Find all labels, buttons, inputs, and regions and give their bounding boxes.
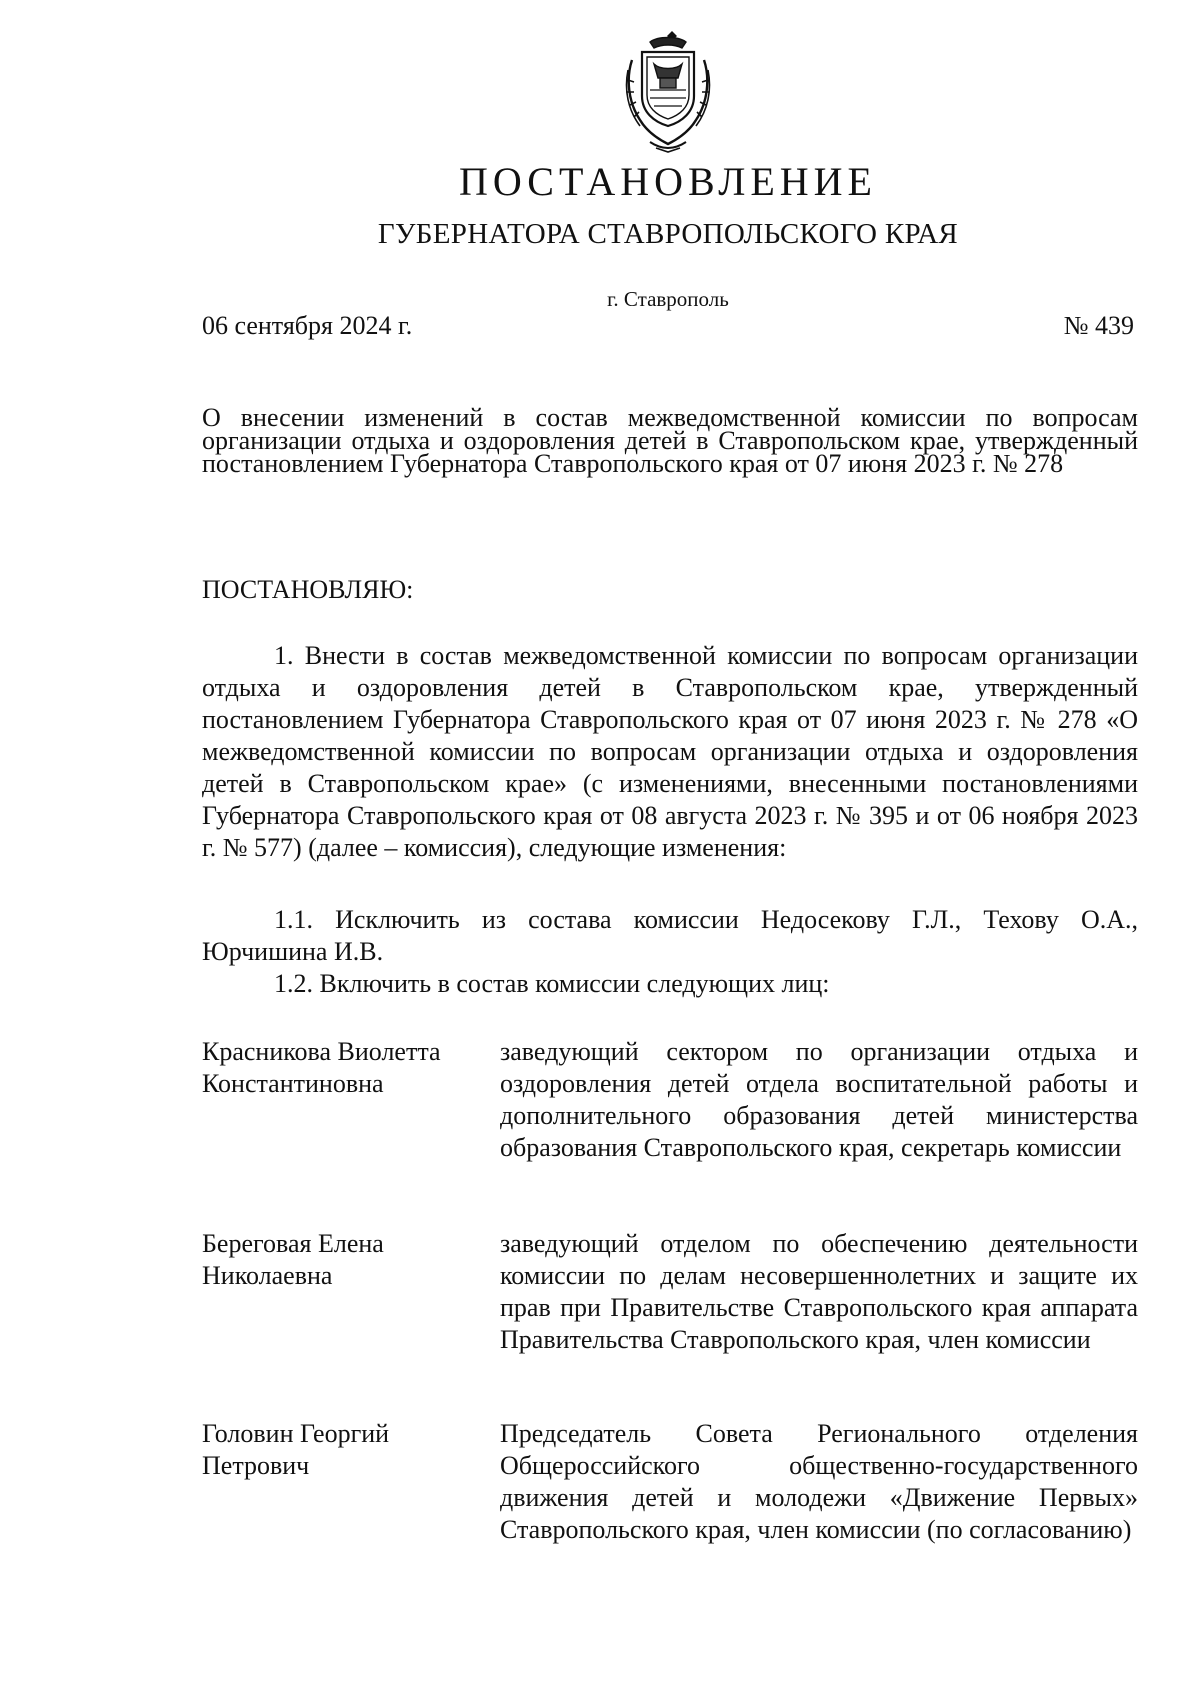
document-number: № 439: [1063, 311, 1134, 340]
document-subject: О внесении изменений в состав межведомственной комиссии по вопросам организации отдыха и оздоровления детей в Ставропольском крае, утвержденный постановлением Губернатора Ставропольского края от 07 июня 2023 г. № 278: [202, 403, 1138, 478]
paragraph-1: 1. Внести в состав межведомственной комиссии по вопросам организации отдыха и оздоровления детей в Ставропольском крае, утвержденный постановлением Губернатора Ставропольского края от 07 июня 2023 г. № 278 «О межведомственной комиссии по вопросам организации отдыха и оздоровления детей в Ставропольском крае» (с изменениями, внесенными постановлениями Губернатора Ставропольского края от 08 августа 2023 г. № 395 и от 06 ноября 2023 г. № 577) (далее – комиссия), следующие изменения:: [202, 641, 1138, 862]
member-role: Председатель Совета Регионального отделения Общероссийского общественно-государственного движения детей и молодежи «Движение Первых» Ставропольского края, член комиссии (по согласованию): [500, 1419, 1138, 1544]
paragraph-1-1: 1.1. Исключить из состава комиссии Недосекову Г.Л., Техову О.А., Юрчишина И.В.: [202, 905, 1138, 966]
resolve-heading: ПОСТАНОВЛЯЮ:: [202, 575, 414, 604]
issue-city: г. Ставрополь: [607, 287, 729, 311]
document-title: ПОСТАНОВЛЕНИЕ: [459, 159, 877, 204]
issue-date: 06 сентября 2024 г.: [202, 311, 413, 340]
member-name: Красникова Виолетта Константиновна: [202, 1037, 441, 1098]
document-subtitle: ГУБЕРНАТОРА СТАВРОПОЛЬСКОГО КРАЯ: [377, 218, 959, 250]
coat-of-arms-emblem: [620, 30, 716, 156]
member-role: заведующий отделом по обеспечению деятельности комиссии по делам несовершеннолетних и защите их прав при Правительстве Ставропольского края аппарата Правительства Ставропольского края, член комиссии: [500, 1229, 1138, 1354]
member-role: заведующий сектором по организации отдыха и оздоровления детей отдела воспитательной работы и дополнительного образования детей министерства образования Ставропольского края, секретарь комиссии: [500, 1037, 1138, 1162]
paragraph-1-2: 1.2. Включить в состав комиссии следующих лиц:: [274, 969, 830, 998]
member-name: Головин Георгий Петрович: [202, 1419, 390, 1480]
member-name: Береговая Елена Николаевна: [202, 1229, 384, 1290]
